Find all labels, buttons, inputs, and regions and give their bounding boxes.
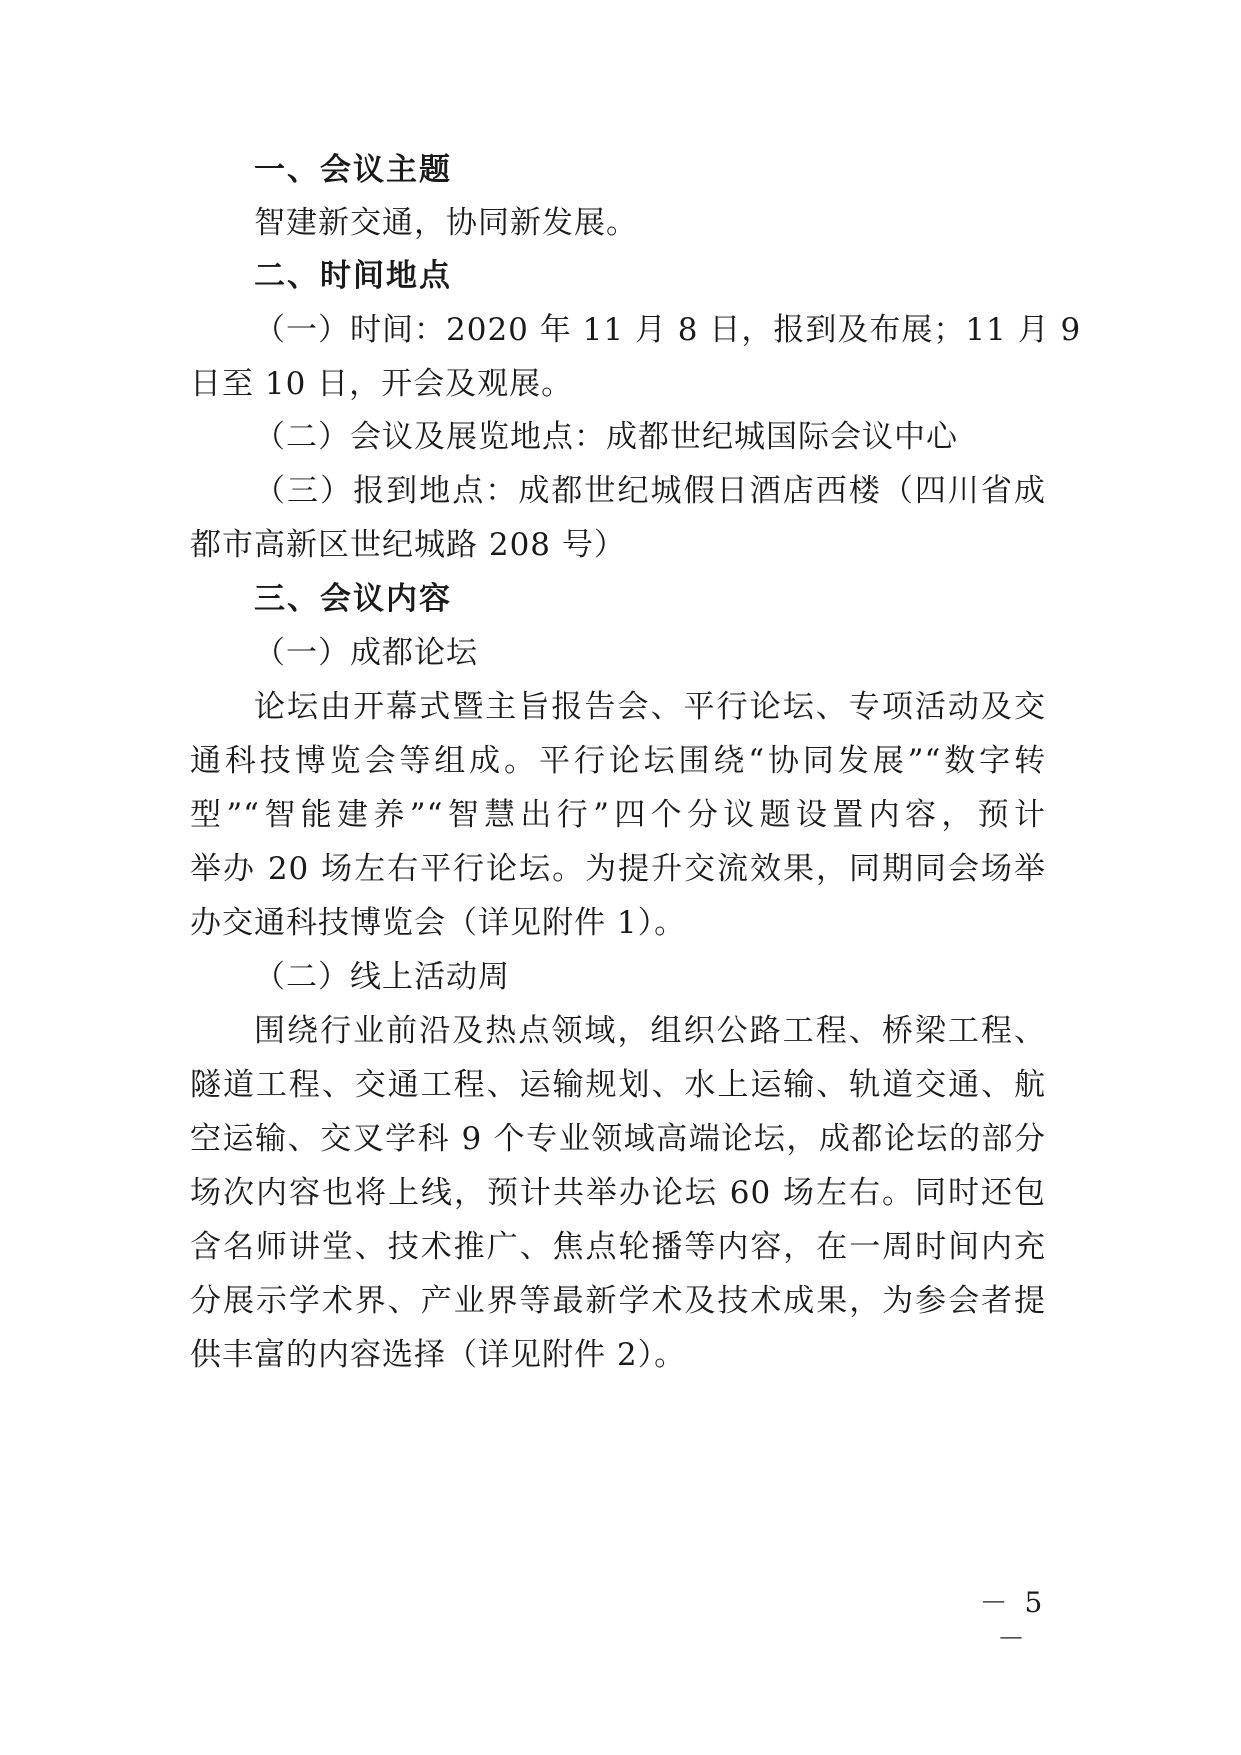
paragraph-line: 办交通科技博览会（详见附件 1）。: [190, 905, 687, 941]
paragraph-line: （一）时间：2020 年 11 月 8 日，报到及布展；11 月 9: [254, 312, 1082, 348]
heading-time-location: 二、时间地点: [254, 258, 452, 294]
paragraph-line: 都市高新区世纪城路 208 号）: [190, 527, 626, 563]
paragraph-line: 分展示学术界、产业界等最新学术及技术成果，为参会者提: [190, 1283, 1046, 1319]
paragraph-line: （二）会议及展览地点：成都世纪城国际会议中心: [254, 419, 958, 455]
subheading-online-week: （二）线上活动周: [254, 959, 510, 995]
paragraph-line: 含名师讲堂、技术推广、焦点轮播等内容，在一周时间内充: [190, 1229, 1046, 1265]
paragraph-line: 场次内容也将上线，预计共举办论坛 60 场左右。同时还包: [190, 1175, 1046, 1211]
paragraph-line: （三）报到地点：成都世纪城假日酒店西楼（四川省成: [254, 473, 1046, 509]
paragraph-line: 空运输、交叉学科 9 个专业领域高端论坛，成都论坛的部分: [190, 1121, 1046, 1157]
subheading-chengdu-forum: （一）成都论坛: [254, 635, 478, 671]
paragraph-line: 围绕行业前沿及热点领域，组织公路工程、桥梁工程、: [254, 1013, 1046, 1049]
paragraph-line: 通科技博览会等组成。平行论坛围绕“协同发展”“数字转: [190, 743, 1046, 779]
page-number: － 5 －: [979, 1586, 1047, 1655]
paragraph-line: 智建新交通，协同新发展。: [254, 205, 638, 241]
paragraph-line: 日至 10 日，开会及观展。: [190, 366, 574, 402]
heading-meeting-theme: 一、会议主题: [254, 152, 452, 188]
paragraph-line: 型”“智能建养”“智慧出行”四个分议题设置内容，预计: [190, 797, 1046, 833]
paragraph-line: 供丰富的内容选择（详见附件 2）。: [190, 1337, 687, 1373]
heading-meeting-content: 三、会议内容: [254, 581, 452, 617]
paragraph-line: 举办 20 场左右平行论坛。为提升交流效果，同期同会场举: [190, 851, 1046, 887]
paragraph-line: 隧道工程、交通工程、运输规划、水上运输、轨道交通、航: [190, 1067, 1046, 1103]
paragraph-line: 论坛由开幕式暨主旨报告会、平行论坛、专项活动及交: [254, 689, 1046, 725]
